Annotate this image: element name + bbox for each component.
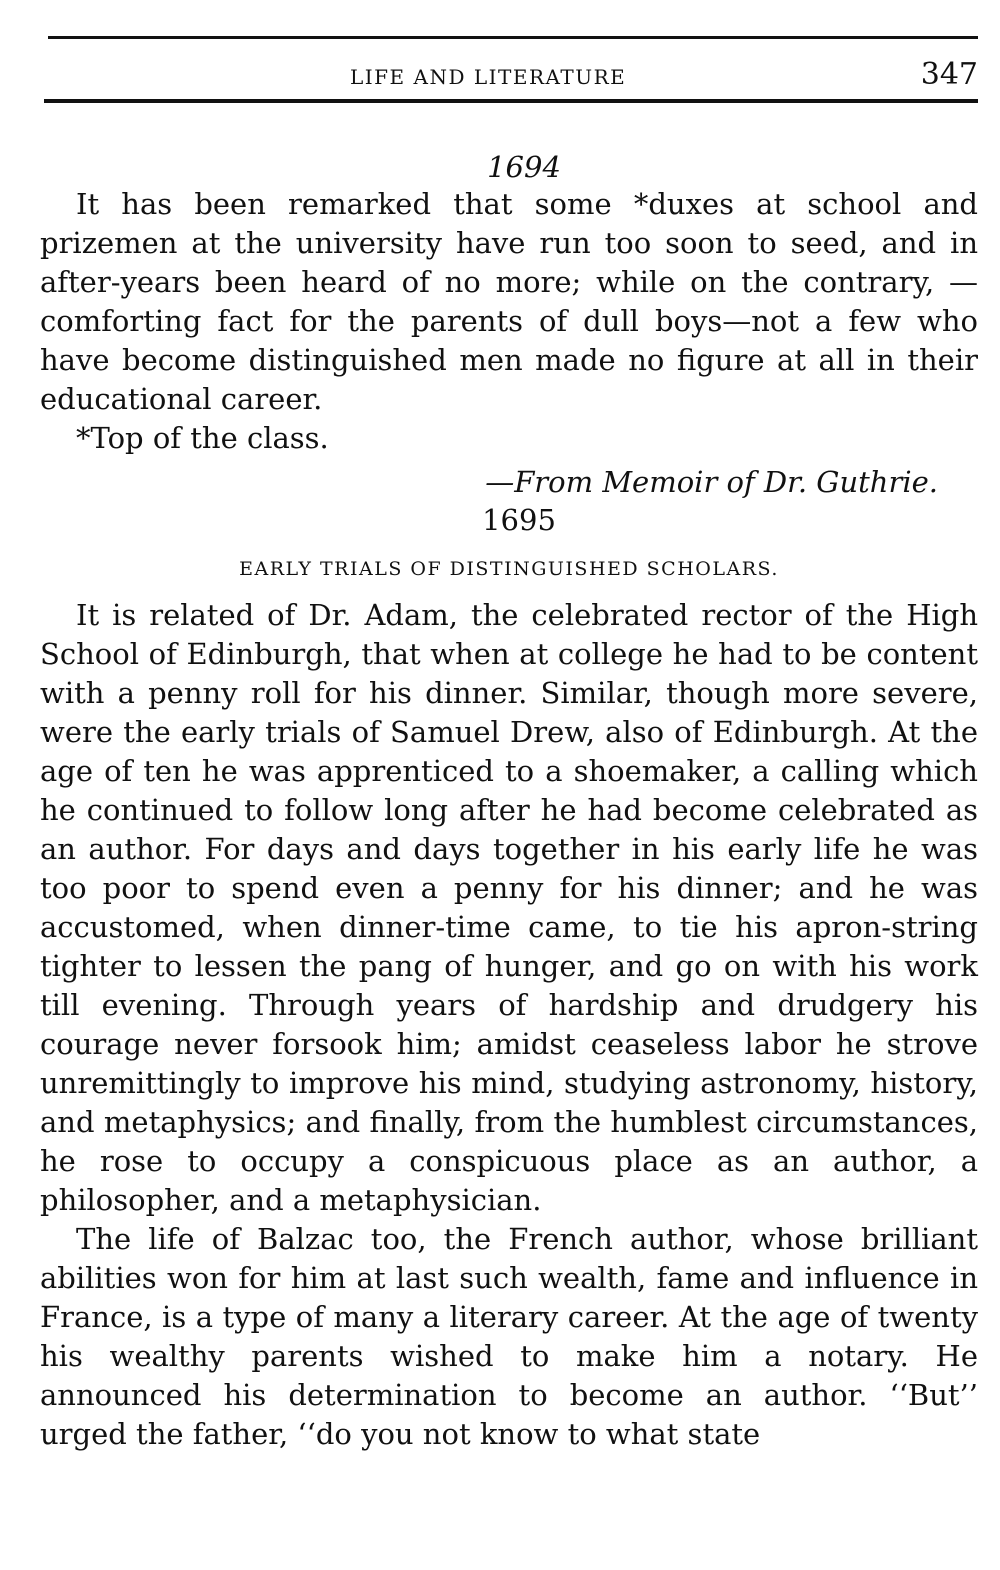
page-number: 347 xyxy=(920,57,978,92)
entry-number-1694: 1694 xyxy=(487,150,561,184)
entry-1694-paragraph: It has been remarked that some *duxes at school and prizemen at the university have run too soon to seed, and in after-years been heard of no more; while on the contrary, —comforting fact for the parents of dull boys—not a few who have become distinguished men made no figure at all in their educational career. xyxy=(40,187,978,416)
running-head: LIFE AND LITERATURE xyxy=(350,65,627,89)
footnote: *Top of the class. xyxy=(76,421,329,455)
entry-number-1695: 1695 xyxy=(482,503,556,537)
page-header xyxy=(40,39,978,99)
entry-1695-paragraph-2: The life of Balzac too, the French author, whose brilliant abilities won for him at last such wealth, fame and influence in France, is a type of many a literary career. At the age of twenty his wealthy parents wished to make him a notary. He announced his determination to become an author. ‘‘But’’ urged the father, ‘‘do you not know to what state xyxy=(40,1222,978,1451)
book-page xyxy=(40,36,978,1454)
attribution: —From Memoir of Dr. Guthrie. xyxy=(485,465,938,499)
section-title: EARLY TRIALS OF DISTINGUISHED SCHOLARS. xyxy=(239,558,779,580)
header-rule-bottom xyxy=(44,99,978,103)
entry-1695-paragraph-1: It is related of Dr. Adam, the celebrated rector of the High School of Edinburgh, that when at college he had to be content with a penny roll for his dinner. Similar, though more severe, were the early trials of Samuel Drew, also of Edinburgh. At the age of ten he was apprenticed to a shoemaker, a calling which he continued to follow long after he had become celebrated as an author. For days and days together in his early life he was too poor to spend even a penny for his dinner; and he was accustomed, when dinner-time came, to tie his apron-string tighter to lessen the pang of hunger, and go on with his work till evening. Through years of hardship and drudgery his courage never forsook him; amidst ceaseless labor he strove unremittingly to improve his mind, studying astronomy, history, and metaphysics; and finally, from the humblest circumstances, he rose to occupy a conspicuous place as an author, a philosopher, and a metaphysician. xyxy=(40,598,978,1217)
